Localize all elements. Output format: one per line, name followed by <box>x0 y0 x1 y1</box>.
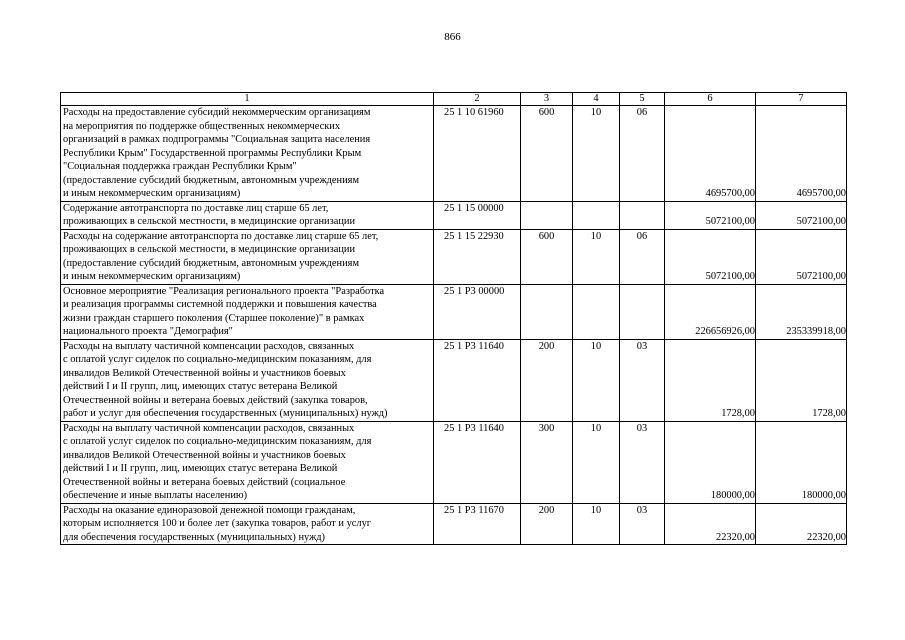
row-name-line: (предоставление субсидий бюджетным, автономным учреждениям <box>63 174 360 186</box>
row-rz-cell: 10 <box>573 339 620 421</box>
row-name-line: инвалидов Великой Отечественной войны и участников боевых <box>63 449 346 461</box>
row-name-line: и реализация программы системной поддержки и повышения качества <box>63 299 377 310</box>
header-cell: 6 <box>665 93 756 106</box>
row-sum-cell: 235339918,00 <box>756 284 847 339</box>
row-sum-cell: 4695700,00 <box>665 106 756 202</box>
table-row <box>61 106 847 202</box>
row-name-line: работ и услуг для обеспечения государственных (муниципальных) нужд) <box>63 408 388 419</box>
row-sum-cell: 22320,00 <box>665 503 756 545</box>
table-row <box>61 229 847 284</box>
row-pr-cell: 03 <box>620 421 665 503</box>
row-name-line: Республики Крым" Государственной программы Республики Крым <box>63 147 362 159</box>
row-name-line: которым исполняется 100 и более лет (закупка товаров, работ и услуг <box>63 518 372 529</box>
row-name-line: "Социальная поддержка граждан Республики Крым" <box>63 161 297 172</box>
row-name-line: и иным некоммерческим организациям) <box>63 188 241 199</box>
row-code-cell: 25 1 10 61960 <box>434 106 521 202</box>
header-cell: 5 <box>620 93 665 106</box>
row-rz-cell <box>573 284 620 339</box>
row-name-line: Расходы на выплату частичной компенсации расходов, связанных <box>63 422 355 434</box>
row-pr-cell: 06 <box>620 229 665 284</box>
header-row <box>61 93 847 106</box>
row-vr-cell <box>521 201 573 229</box>
row-rz-cell: 10 <box>573 106 620 202</box>
row-vr-cell: 300 <box>521 421 573 503</box>
row-pr-cell <box>620 284 665 339</box>
row-name-line: обеспечение и иные выплаты населению) <box>63 490 248 501</box>
row-sum-cell: 4695700,00 <box>756 106 847 202</box>
row-name-cell <box>61 339 434 421</box>
header-cell: 4 <box>573 93 620 106</box>
row-code-cell: 25 1 15 22930 <box>434 229 521 284</box>
row-vr-cell: 200 <box>521 503 573 545</box>
table-row <box>61 503 847 545</box>
row-name-line: инвалидов Великой Отечественной войны и участников боевых <box>63 367 346 379</box>
table-row <box>61 339 847 421</box>
row-rz-cell: 10 <box>573 229 620 284</box>
row-name-line: Содержание автотранспорта по доставке лиц старше 65 лет, <box>63 202 329 214</box>
row-sum-cell: 22320,00 <box>756 503 847 545</box>
row-code-cell: 25 1 P3 11670 <box>434 503 521 545</box>
table-body <box>61 93 847 545</box>
row-name-line: (предоставление субсидий бюджетным, автономным учреждениям <box>63 257 360 269</box>
header-cell: 3 <box>521 93 573 106</box>
row-name-line: жизни граждан старшего поколения (Старшее поколение)" в рамках <box>63 312 365 324</box>
row-pr-cell: 03 <box>620 503 665 545</box>
row-sum-cell: 1728,00 <box>756 339 847 421</box>
row-name-cell <box>61 229 434 284</box>
header-cell: 1 <box>61 93 434 106</box>
header-cell: 7 <box>756 93 847 106</box>
row-name-line: Расходы на содержание автотранспорта по доставке лиц старше 65 лет, <box>63 230 379 242</box>
row-name-line: с оплатой услуг сиделок по социально-медицинским показаниям, для <box>63 354 372 365</box>
row-name-line: на мероприятия по поддержке общественных некоммерческих <box>63 120 341 132</box>
row-code-cell: 25 1 P3 11640 <box>434 339 521 421</box>
row-vr-cell <box>521 284 573 339</box>
row-name-line: проживающих в сельской местности, в медицинские организации <box>63 244 356 255</box>
row-name-line: действий I и II групп, лиц, имеющих статус ветерана Великой <box>63 381 338 392</box>
row-name-cell <box>61 201 434 229</box>
row-name-line: и иным некоммерческим организациям) <box>63 271 241 282</box>
row-vr-cell: 600 <box>521 106 573 202</box>
row-name-cell <box>61 421 434 503</box>
table-row <box>61 421 847 503</box>
row-name-line: Расходы на оказание единоразовой денежной помощи гражданам, <box>63 504 356 516</box>
row-name-line: Основное мероприятие "Реализация регионального проекта "Разработка <box>63 285 385 297</box>
table-row <box>61 284 847 339</box>
row-vr-cell: 600 <box>521 229 573 284</box>
table-row <box>61 201 847 229</box>
row-pr-cell <box>620 201 665 229</box>
row-name-cell <box>61 106 434 202</box>
row-name-line: для обеспечения государственных (муниципальных) нужд) <box>63 531 325 543</box>
row-sum-cell: 5072100,00 <box>756 229 847 284</box>
row-name-cell <box>61 284 434 339</box>
row-sum-cell: 5072100,00 <box>665 201 756 229</box>
row-name-line: с оплатой услуг сиделок по социально-медицинским показаниям, для <box>63 436 372 447</box>
row-sum-cell: 180000,00 <box>756 421 847 503</box>
row-sum-cell: 5072100,00 <box>756 201 847 229</box>
row-name-line: Расходы на предоставление субсидий некоммерческим организациям <box>63 107 371 118</box>
header-cell: 2 <box>434 93 521 106</box>
row-pr-cell: 03 <box>620 339 665 421</box>
row-name-cell <box>61 503 434 545</box>
row-rz-cell: 10 <box>573 503 620 545</box>
row-code-cell: 25 1 15 00000 <box>434 201 521 229</box>
row-pr-cell: 06 <box>620 106 665 202</box>
row-rz-cell: 10 <box>573 421 620 503</box>
row-name-line: Расходы на выплату частичной компенсации расходов, связанных <box>63 340 355 352</box>
row-sum-cell: 180000,00 <box>665 421 756 503</box>
row-sum-cell: 1728,00 <box>665 339 756 421</box>
row-name-line: проживающих в сельской местности, в медицинские организации <box>63 216 356 227</box>
row-rz-cell <box>573 201 620 229</box>
row-name-line: действий I и II групп, лиц, имеющих статус ветерана Великой <box>63 463 338 474</box>
budget-table <box>60 92 847 545</box>
row-name-line: национального проекта "Демография" <box>63 326 233 337</box>
row-sum-cell: 226656926,00 <box>665 284 756 339</box>
row-code-cell: 25 1 P3 00000 <box>434 284 521 339</box>
row-sum-cell: 5072100,00 <box>665 229 756 284</box>
row-code-cell: 25 1 P3 11640 <box>434 421 521 503</box>
row-name-line: Отечественной войны и ветерана боевых действий (закупка товаров, <box>63 394 368 406</box>
row-name-line: организаций в рамках подпрограммы "Социальная защита населения <box>63 134 371 145</box>
row-name-line: Отечественной войны и ветерана боевых действий (социальное <box>63 476 346 488</box>
row-vr-cell: 200 <box>521 339 573 421</box>
page-number: 866 <box>444 31 461 43</box>
